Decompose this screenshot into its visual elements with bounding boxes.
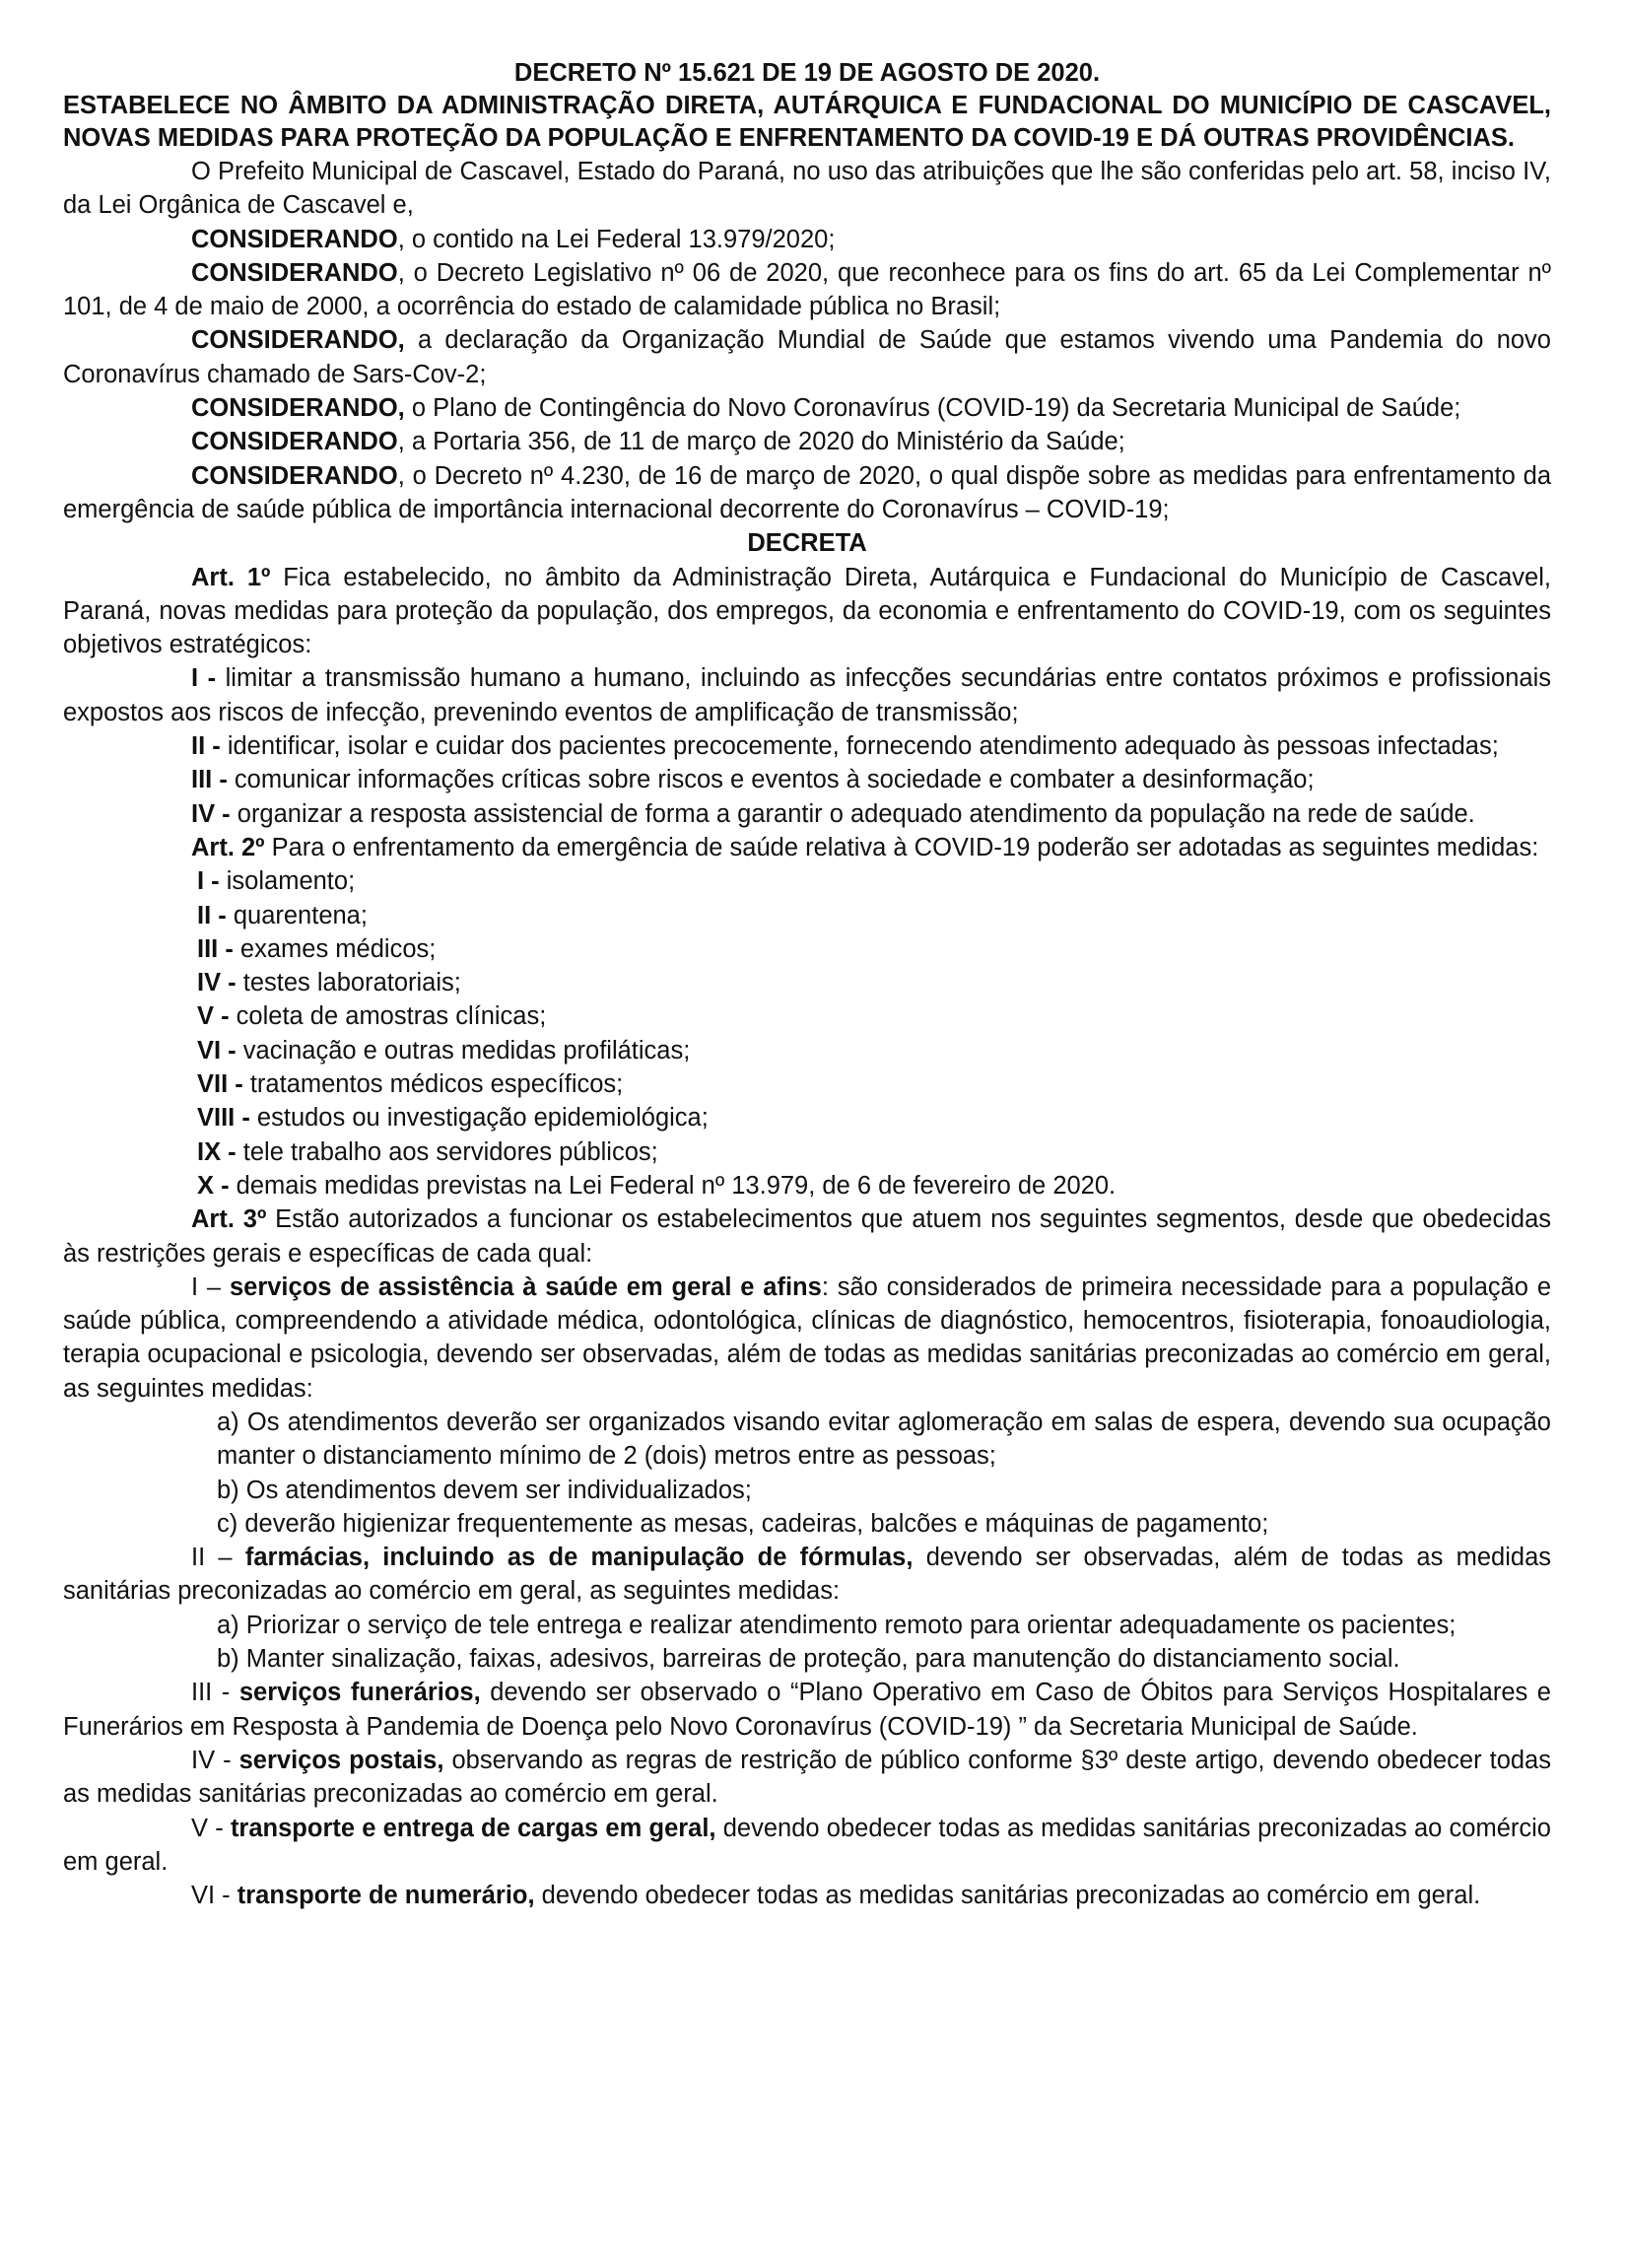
art1-item-iv: IV - organizar a resposta assistencial de forma a garantir o adequado atendimento da população na rede de saúde. [191, 799, 1475, 828]
considerando-3: CONSIDERANDO, a declaração da Organização Mundial de Saúde que estamos vivendo uma Pandemia do novo Coronavírus chamado de Sars-Cov-2; [63, 326, 1551, 388]
art3-item-iv: IV - serviços postais, observando as regras de restrição de público conforme §3º deste artigo, devendo obedecer todas as medidas sanitárias preconizadas ao comércio em geral. [63, 1746, 1551, 1809]
considerando-4: CONSIDERANDO, o Plano de Contingência do Novo Coronavírus (COVID-19) da Secretaria Municipal de Saúde; [191, 394, 1461, 423]
article-1 [63, 561, 1551, 831]
art2-item-iv: IV - testes laboratoriais; [197, 969, 461, 997]
art2-item-x: X - demais medidas previstas na Lei Federal nº 13.979, de 6 de fevereiro de 2020. [197, 1171, 1117, 1200]
art3-item-i: I – serviços de assistência à saúde em geral e afins: são considerados de primeira necessidade para a população e saúde pública, compreendendo a atividade médica, odontológica, clínicas de diagnóstico, hemocentros, fisioterapia, fonoaudiologia, terapia ocupacional e psicologia, devendo ser observadas, além de todas as medidas sanitárias preconizadas ao comércio em geral, as seguintes medidas: [63, 1272, 1552, 1403]
art1-item-iii: III - comunicar informações críticas sobre riscos e eventos à sociedade e combater a desinformação; [191, 766, 1315, 794]
considerandos [63, 223, 1551, 527]
art3-caput: Art. 3º Estão autorizados a funcionar os estabelecimentos que atuem nos seguintes segmentos, desde que obedecidas às restrições gerais e específicas de cada qual: [63, 1205, 1551, 1268]
article-2 [63, 831, 1551, 1203]
decree-subtitle: ESTABELECE NO ÂMBITO DA ADMINISTRAÇÃO DIRETA, AUTÁRQUICA E FUNDACIONAL DO MUNICÍPIO DE CASCAVEL, NOVAS MEDIDAS PARA PROTEÇÃO DA POPULAÇÃO E ENFRENTAMENTO DA COVID-19 E DÁ OUTRAS PROVIDÊNCIAS. [63, 92, 1551, 152]
art3-item-ii: II – farmácias, incluindo as de manipulação de fórmulas, devendo ser observadas, além de todas as medidas sanitárias preconizadas ao comércio em geral, as seguintes medidas: [63, 1544, 1551, 1606]
document-body [63, 57, 1551, 1912]
art2-item-v: V - coleta de amostras clínicas; [197, 1002, 547, 1031]
art2-caput: Art. 2º Para o enfrentamento da emergência de saúde relativa à COVID-19 poderão ser adotadas as seguintes medidas: [191, 833, 1539, 861]
art3-item-ii-sub-a: a) Priorizar o serviço de tele entrega e realizar atendimento remoto para orientar adequadamente os pacientes; [217, 1611, 1457, 1639]
art2-item-ii: II - quarentena; [197, 901, 368, 929]
considerando-2: CONSIDERANDO, o Decreto Legislativo nº 06 de 2020, que reconhece para os fins do art. 65 da Lei Complementar nº 101, de 4 de maio de 2000, a ocorrência do estado de calamidade pública no Brasil; [63, 258, 1551, 321]
art3-item-iii: III - serviços funerários, devendo ser observado o “Plano Operativo em Caso de Óbitos para Serviços Hospitalares e Funerários em Resposta à Pandemia de Doença pelo Novo Coronavírus (COVID-19) ” da Secretaria Municipal de Saúde. [63, 1679, 1551, 1741]
decreta-heading: DECRETA [747, 529, 867, 558]
art3-item-i-sub-b: b) Os atendimentos devem ser individualizados; [217, 1476, 752, 1504]
article-3 [63, 1203, 1551, 1912]
art2-item-vii: VII - tratamentos médicos específicos; [197, 1070, 624, 1099]
considerando-1: CONSIDERANDO, o contido na Lei Federal 13.979/2020; [191, 225, 836, 253]
decree-title: DECRETO Nº 15.621 DE 19 DE AGOSTO DE 2020. [513, 59, 1101, 87]
art2-item-vi: VI - vacinação e outras medidas profiláticas; [197, 1036, 691, 1065]
art1-item-ii: II - identificar, isolar e cuidar dos pacientes precocemente, fornecendo atendimento adequado às pessoas infectadas; [191, 732, 1499, 761]
art2-item-viii: VIII - estudos ou investigação epidemiológica; [197, 1104, 709, 1133]
considerando-6: CONSIDERANDO, o Decreto nº 4.230, de 16 de março de 2020, o qual dispõe sobre as medidas para enfrentamento da emergência de saúde pública de importância internacional decorrente do Coronavírus – COVID-19; [63, 461, 1551, 523]
considerando-5: CONSIDERANDO, a Portaria 356, de 11 de março de 2020 do Ministério da Saúde; [191, 428, 1125, 456]
art1-item-i: I - limitar a transmissão humano a humano, incluindo as infecções secundárias entre contatos próximos e profissionais expostos aos riscos de infecção, prevenindo eventos de amplificação de transmissão; [63, 664, 1551, 726]
art2-item-i: I - isolamento; [197, 867, 356, 896]
art3-item-i-sub-a: a) Os atendimentos deverão ser organizados visando evitar aglomeração em salas de espera, devendo sua ocupação manter o distanciamento mínimo de 2 (dois) metros entre as pessoas; [217, 1408, 1551, 1471]
preamble: O Prefeito Municipal de Cascavel, Estado do Paraná, no uso das atribuições que lhe são conferidas pelo art. 58, inciso IV, da Lei Orgânica de Cascavel e, [63, 158, 1551, 220]
art3-item-ii-sub-b: b) Manter sinalização, faixas, adesivos, barreiras de proteção, para manutenção do distanciamento social. [217, 1645, 1400, 1674]
art2-item-ix: IX - tele trabalho aos servidores públicos; [197, 1137, 658, 1166]
art3-item-v: V - transporte e entrega de cargas em geral, devendo obedecer todas as medidas sanitárias preconizadas ao comércio em geral. [63, 1814, 1551, 1876]
art1-caput: Art. 1º Fica estabelecido, no âmbito da Administração Direta, Autárquica e Fundacional do Município de Cascavel, Paraná, novas medidas para proteção da população, dos empregos, da economia e enfrentamento do COVID-19, com os seguintes objetivos estratégicos: [63, 563, 1551, 659]
art3-item-vi: VI - transporte de numerário, devendo obedecer todas as medidas sanitárias preconizadas ao comércio em geral. [191, 1882, 1481, 1910]
art3-item-i-sub-c: c) deverão higienizar frequentemente as mesas, cadeiras, balcões e máquinas de pagamento; [217, 1509, 1269, 1538]
art2-item-iii: III - exames médicos; [197, 934, 437, 963]
